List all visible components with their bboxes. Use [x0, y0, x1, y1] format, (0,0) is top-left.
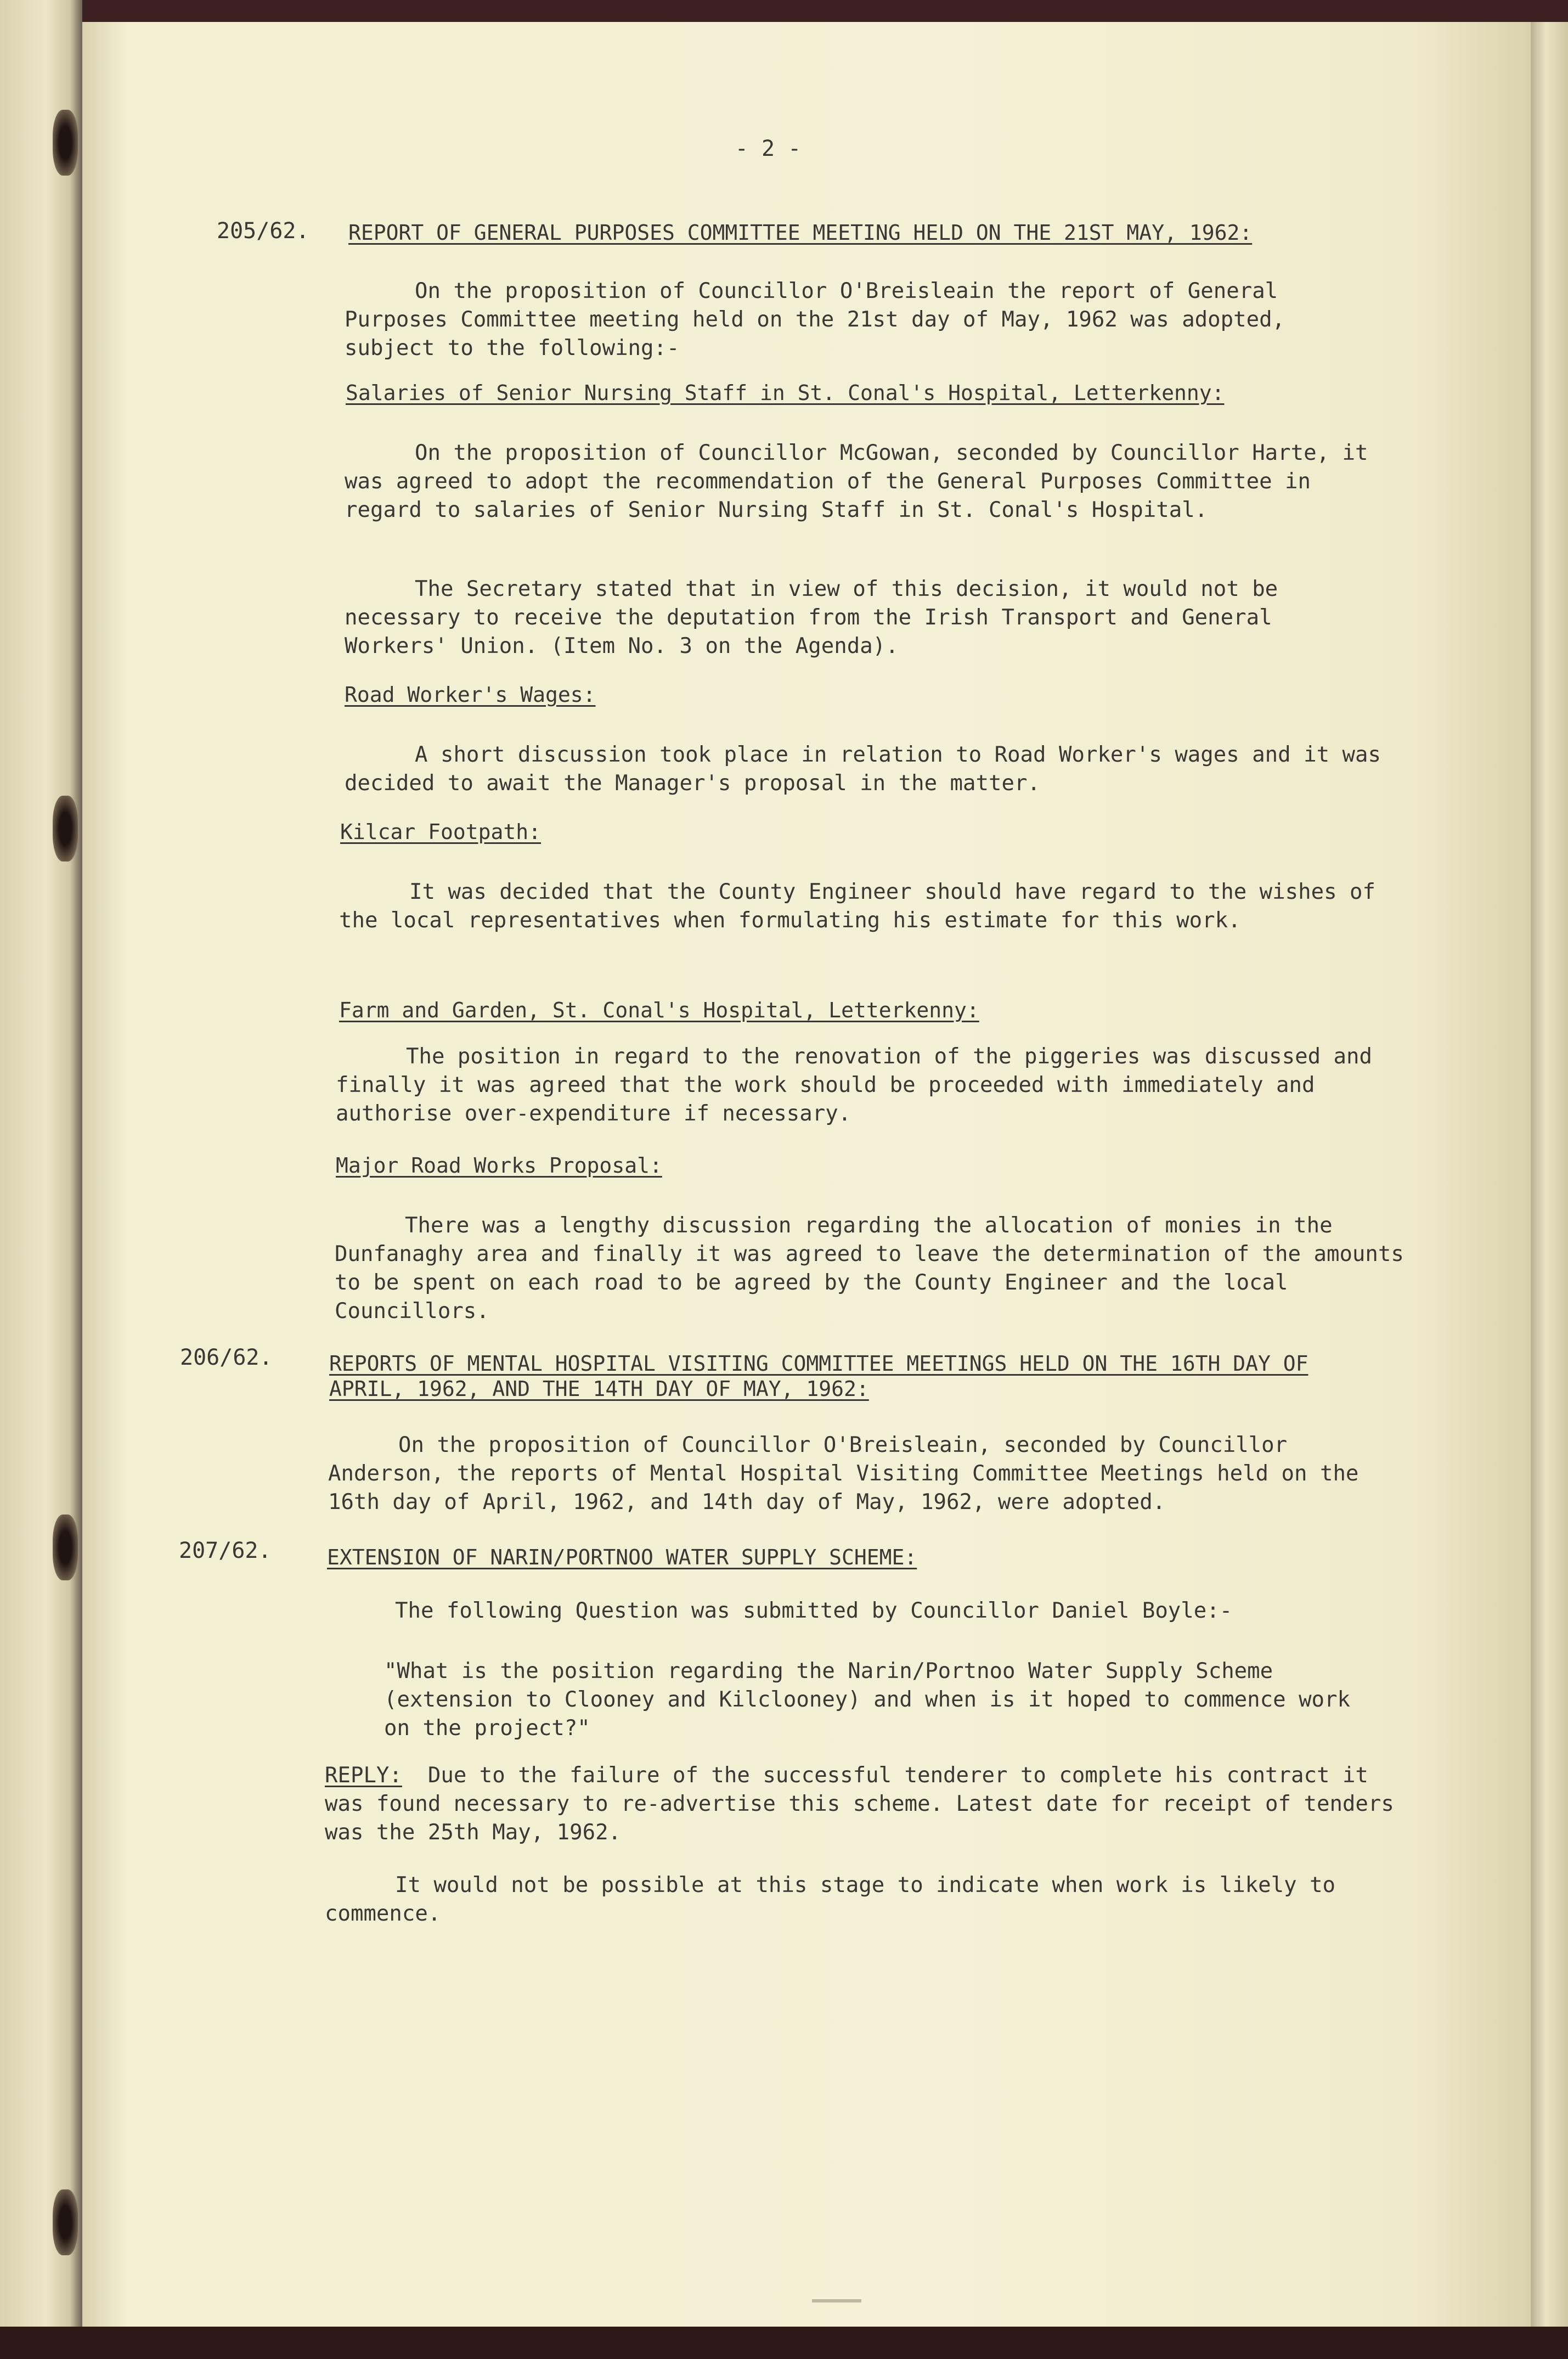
item-title: Major Road Works Proposal:	[336, 1153, 662, 1178]
closing-paragraph: It would not be possible at this stage to indicate when work is likely to commence.	[325, 1873, 1336, 1926]
minute-reference: 206/62.	[180, 1345, 273, 1370]
page-number: - 2 -	[735, 136, 802, 161]
item-paragraph: There was a lengthy discussion regarding the allocation of monies in the Dunfanaghy area and finally it was agreed to leave the determination of the amounts to be spent on each road to be agreed by the County Engineer and the local Councillors.	[335, 1213, 1404, 1324]
item-title: Salaries of Senior Nursing Staff in St. Conal's Hospital, Letterkenny:	[346, 381, 1225, 405]
section-heading: REPORT OF GENERAL PURPOSES COMMITTEE MEETING HELD ON THE 21ST MAY, 1962:	[348, 221, 1253, 245]
item-title: Kilcar Footpath:	[340, 820, 542, 844]
section-intro: On the proposition of Councillor O'Breisleain, seconded by Councillor Anderson, the reports of Mental Hospital Visiting Committee Meetings held on the 16th day of April, 1962, and 14th day of May, 1962, were adopted.	[328, 1433, 1359, 1515]
item-paragraph: A short discussion took place in relation to Road Worker's wages and it was decided to await the Manager's proposal in the matter.	[345, 742, 1381, 796]
minute-reference: 207/62.	[179, 1538, 272, 1563]
section-heading: EXTENSION OF NARIN/PORTNOO WATER SUPPLY SCHEME:	[327, 1545, 917, 1569]
reply-text: Due to the failure of the successful tenderer to complete his contract it was found necessary to re-advertise this scheme. Latest date for receipt of tenders was the 25th May, 1962.	[325, 1763, 1394, 1845]
scan-smudge	[812, 2299, 861, 2302]
reply-block	[325, 1761, 1400, 1847]
question-text: "What is the position regarding the Narin/Portnoo Water Supply Scheme (extension to Clooney and Kilclooney) and when is it hoped to commence work on the project?"	[384, 1659, 1350, 1741]
item-paragraph: The Secretary stated that in view of this decision, it would not be necessary to receive the deputation from the Irish Transport and General Workers' Union. (Item No. 3 on the Agenda).	[345, 577, 1278, 658]
reply-label: REPLY:	[325, 1763, 402, 1788]
minute-reference: 205/62.	[217, 218, 309, 244]
item-title: Farm and Garden, St. Conal's Hospital, Letterkenny:	[339, 998, 979, 1022]
question-intro: The following Question was submitted by Councillor Daniel Boyle:-	[395, 1598, 1233, 1623]
section-intro: On the proposition of Councillor O'Breisleain the report of General Purposes Committee meeting held on the 21st day of May, 1962 was adopted, subject to the following:-	[345, 279, 1285, 361]
item-paragraph: The position in regard to the renovation of the piggeries was discussed and finally it was agreed that the work should be proceeded with immediately and authorise over-expenditure if necessary.	[336, 1044, 1372, 1126]
item-paragraph: On the proposition of Councillor McGowan, seconded by Councillor Harte, it was agreed to adopt the recommendation of the General Purposes Committee in regard to salaries of Senior Nursing Staff in St. Conal's Hospital.	[345, 441, 1368, 522]
item-paragraph: It was decided that the County Engineer should have regard to the wishes of the local representatives when formulating his estimate for this work.	[339, 880, 1375, 933]
item-title: Road Worker's Wages:	[345, 683, 596, 707]
section-heading: REPORTS OF MENTAL HOSPITAL VISITING COMMITTEE MEETINGS HELD ON THE 16TH DAY OF APRIL, 1962, AND THE 14TH DAY OF MAY, 1962:	[329, 1352, 1308, 1401]
